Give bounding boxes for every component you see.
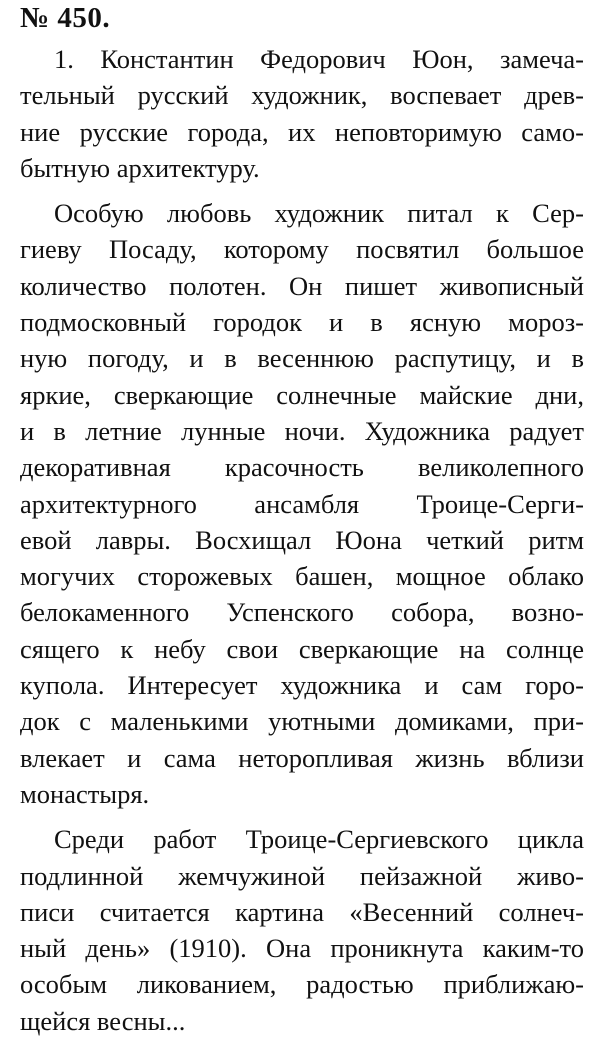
text-line: тельный русский художник, воспевает древ- [20,80,584,111]
text-line: бытную архитектуру. [20,152,260,183]
text-line: Особую любовь художник питал к Сер- [54,198,584,229]
text-line: ние русские города, их неповторимую само- [20,116,584,147]
text-line: монастыря. [20,778,150,809]
text-line: купола. Интересует художника и сам горо- [20,670,584,701]
paragraph-gap [20,812,584,821]
text-line: док с маленькими уютными домиками, при- [20,706,584,737]
text-line: влекает и сама неторопливая жизнь вблизи [20,742,584,773]
text-line: белокаменного Успенского собора, возно- [20,597,584,628]
text-line: сящего к небу свои сверкающие на солнце [20,633,584,664]
text-line: количество полотен. Он пишет живописный [20,270,584,301]
text-line: писи считается картина «Весенний солнеч- [20,896,584,927]
paragraph-3 [20,821,584,1039]
text-line: и в летние лунные ночи. Художника радует [20,415,584,446]
text-line: особым ликованием, радостью приближаю- [20,969,584,1000]
text-line: 1. Константин Федорович Юон, замеча- [54,44,584,74]
text-line: щейся весны... [20,1005,186,1036]
task-number: № 450. [20,2,111,34]
text-line: могучих сторожевых башен, мощное облако [20,561,584,592]
paragraph-gap [20,186,584,195]
paragraph-1 [20,41,584,186]
text-line: евой лавры. Восхищал Юона четкий ритм [20,524,584,555]
text-line: яркие, сверкающие солнечные майские дни, [20,379,584,410]
text-line: Среди работ Троице-Сергиевского цикла [54,824,584,855]
text-line: архитектурного ансамбля Троице-Серги- [20,488,584,519]
text-line: подмосковный городок и в ясную мороз- [20,307,584,338]
text-line: декоративная красочность великолепного [20,452,584,483]
text-line: подлинной жемчужиной пейзажной живо- [20,860,584,891]
text-line: ный день» (1910). Она проникнута каким-то [20,933,584,964]
text-line: гиеву Посаду, которому посвятил большое [20,234,584,265]
text-line: ную погоду, и в весеннюю распутицу, и в [20,343,584,374]
paragraph-2 [20,195,584,812]
